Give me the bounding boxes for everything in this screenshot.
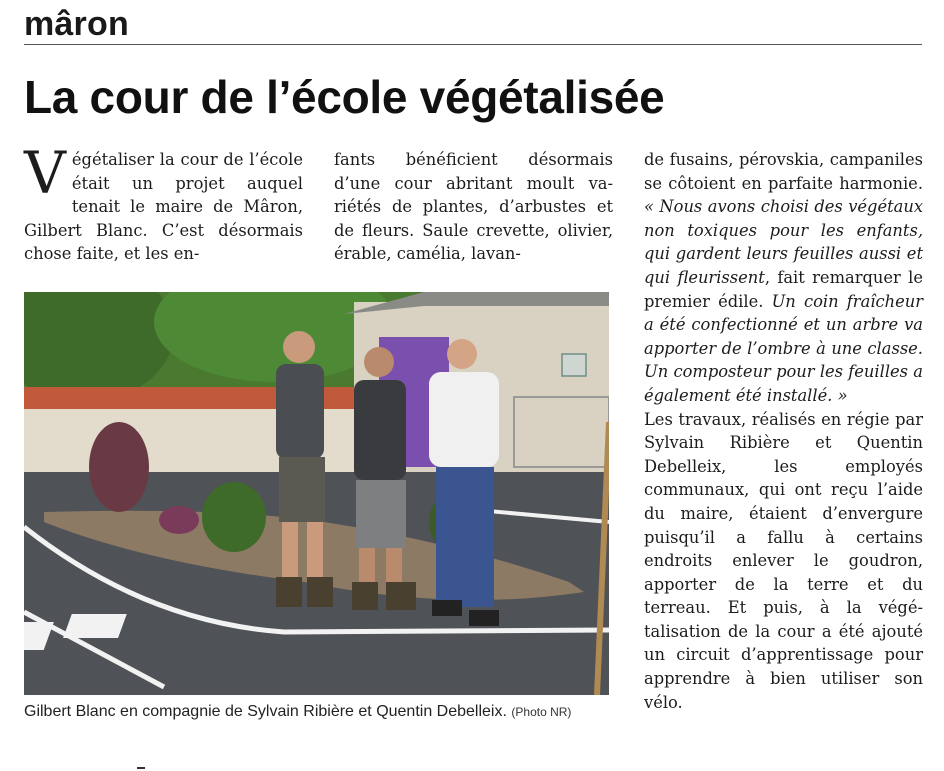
crosswalk-stripe-2	[63, 614, 127, 638]
column-3-paragraph-1	[644, 148, 923, 408]
article-headline: La cour de l’école végétalisée	[24, 71, 665, 123]
schoolyard-photo-illustration	[24, 292, 609, 695]
article-photo	[24, 292, 609, 695]
person-right	[429, 339, 499, 626]
small-shrub	[159, 506, 199, 534]
mayor-quote-2: Un coin fraîcheur a été confectionné et un arbre va apporter de l’ombre à une classe. Un composteur pour les feuilles a également été installé. »	[644, 291, 923, 405]
drop-cap: V	[24, 139, 66, 207]
mayor-quote-1: « Nous avons choisi des végétaux non toxiques pour les enfants, qui gardent leurs feuilles aussi et qui fleurissent	[644, 197, 923, 287]
rubric-divider	[24, 44, 922, 45]
column-3-paragraph-2: Les travaux, réalisés en régie par Sylvain Ribière et Quentin Debelleix, les employés communaux, qui ont reçu l’aide du maire, étaient d’envergure puisqu’il a fallu à certains endroits enlever le goudron, apporter de la terre et du terreau. Et puis, à la végétalisation de la cour a été ajouté un circuit d’apprentissage pour apprendre à bien utiliser son vélo.	[644, 409, 923, 712]
article-column-1	[24, 139, 303, 266]
column-1-text: égétaliser la cour de l’école était un projet auquel tenait le maire de Mâron, Gilbert Blanc. C’est désormais chose faite, et les en-	[24, 150, 303, 264]
green-shrub	[202, 482, 266, 552]
photo-credit: (Photo NR)	[511, 705, 572, 719]
section-rubric: mâron	[24, 5, 129, 43]
column-2-text: fants bénéficient désormais d’une cour abritant moult variétés de plantes, d’arbustes et de fleurs. Saule crevette, olivier, érable, camélia, lavan-	[334, 150, 613, 264]
red-shrub	[89, 422, 149, 512]
page-edge-mark	[137, 767, 145, 769]
column-3-text-b: , fait remarquer le premier édile.	[644, 267, 924, 311]
photo-caption	[24, 701, 609, 723]
caption-text: Gilbert Blanc en compagnie de Sylvain Ribière et Quentin Debelleix.	[24, 703, 507, 720]
article-column-3	[644, 148, 923, 714]
basketball-board	[562, 354, 586, 376]
article-column-2	[334, 148, 613, 266]
column-3-text-a: de fusains, pérovskia, campaniles se côtoient en parfaite harmonie.	[644, 150, 923, 193]
